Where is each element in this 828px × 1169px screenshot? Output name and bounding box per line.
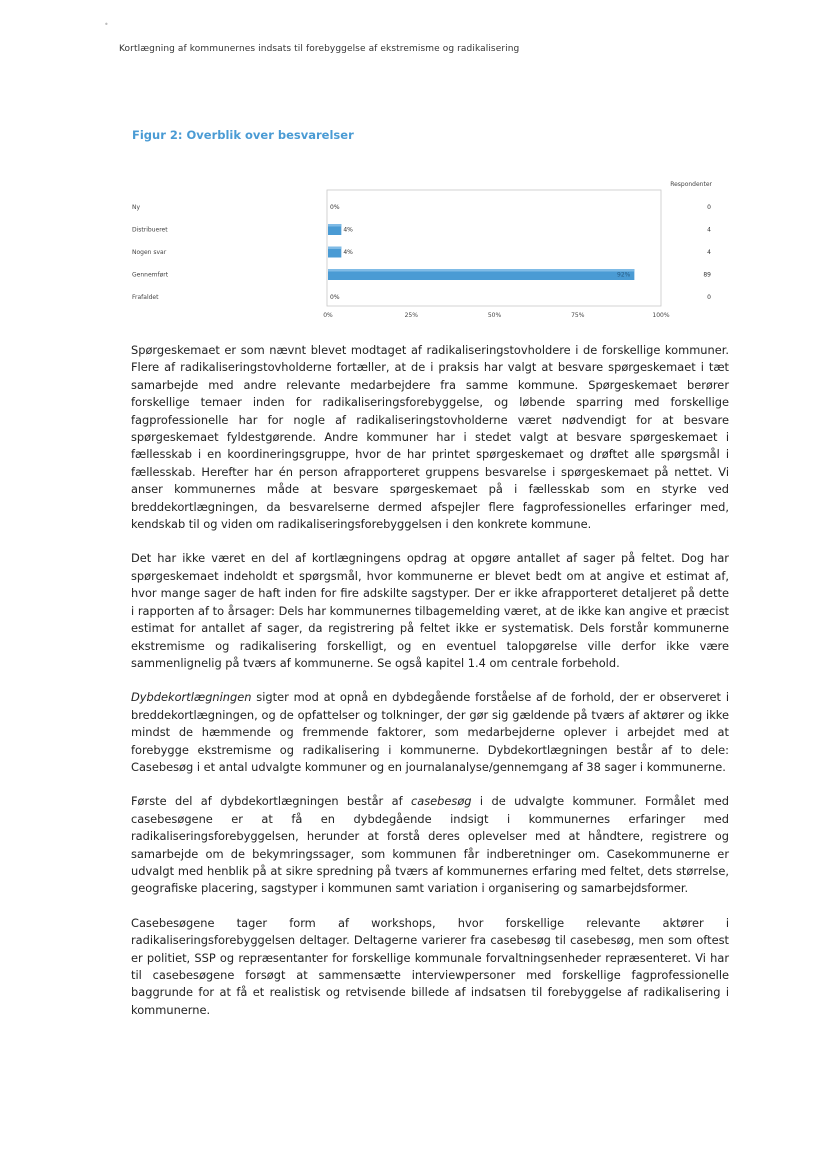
respondent-count: 0 — [707, 294, 711, 301]
respondent-count: 0 — [707, 204, 711, 211]
paragraph-emphasis: casebesøg — [410, 794, 472, 809]
data-label: 0% — [330, 204, 340, 211]
paragraph — [131, 342, 729, 533]
category-label: Ny — [132, 204, 141, 211]
x-tick-label: 25% — [404, 312, 418, 319]
data-label: 0% — [330, 294, 340, 301]
x-tick-label: 75% — [571, 312, 585, 319]
respondents-header: Respondenter — [670, 181, 712, 188]
x-tick-label: 0% — [323, 312, 333, 319]
respondent-count: 89 — [703, 271, 711, 279]
paragraph — [131, 689, 729, 776]
paragraph-text: sigter mod at opnå en dybdegående forståelse af de forhold, der er observeret i breddekortlægningen, og de opfattelser og tolkninger, der gør sig gældende på tværs af aktører og ikke mindst de hæmmende og fremmende faktorer, som medarbejderne oplever i arbejdet med at forebygge ekstremisme og radikalisering i kommunerne. Dybdekortlægningen består af to dele: Casebesøg i et antal udvalgte kommuner og en journalanalyse/gennemgang af 38 sager i kommunerne. — [131, 690, 729, 774]
paragraph — [131, 915, 729, 1019]
category-label: Distribueret — [132, 226, 168, 234]
paragraph-text: i de udvalgte kommuner. Formålet med casebesøgene er at få en dybdegående indsigt i kommunernes erfaringer med radikaliseringsforebyggelsen, herunder at forstå deres oplevelser med at håndtere, registrere og samarbejde om de bekymringssager, som kommunen får indberetninger om. Casekommunerne er udvalgt med henblik på at sikre spredning på tværs af kommunernes erfaring med feltet, dets størrelse, geografiske placering, sagstyper i kommunen samt variation i organisering og samarbejdsformer. — [131, 794, 729, 896]
respondent-count: 4 — [707, 249, 711, 256]
x-tick-label: 100% — [652, 312, 670, 319]
body-text — [131, 342, 729, 1036]
bar-highlight — [328, 247, 341, 250]
category-label: Nogen svar — [132, 249, 167, 256]
data-label: 4% — [343, 226, 353, 234]
paragraph-text: Casebesøgene tager form af workshops, hvor forskellige relevante aktører i radikaliseringsforebyggelsen deltager. Deltagerne varierer fra casebesøg til casebesøg, men som oftest er politiet, SSP og repræsentanter for forskellige kommunale forvaltningsenheder repræsenteret. Vi har til casebesøgene forsøgt at sammensætte interviewpersoner med forskellige fagprofessionelle baggrunde for at få et realistisk og retvisende billede af indsatsen til forebyggelse af radikalisering i kommunerne. — [131, 915, 729, 1017]
respondent-count: 4 — [707, 226, 711, 234]
paragraph — [131, 550, 729, 672]
data-label: 4% — [343, 249, 353, 256]
figure-title: Figur 2: Overblik over besvarelser — [132, 128, 354, 142]
x-tick-label: 50% — [487, 312, 502, 319]
paragraph-text: Spørgeskemaet er som nævnt blevet modtaget af radikaliseringstovholdere i de forskellige kommuner. Flere af radikaliseringstovholderne fortæller, at de i praksis har valgt at besvare spørgeskemaet i tæt samarbejde med andre relevante medarbejdere fra samme kommune. Spørgeskemaet berører forskellige temaer inden for radikaliseringsforebyggelse, og løbende sparring med forskellige fagprofessionelle har for nogle af radikaliseringstovholderne været nødvendigt for at besvare spørgeskemaet fyldestgørende. Andre kommuner har i stedet valgt at besvare spørgeskemaet i fællesskab i en koordineringsgruppe, hvor de har printet spørgeskemaet og drøftet alle spørgsmål i fællesskab. Herefter har én person afrapporteret gruppens besvarelse i spørgeskemaet på nettet. Vi anser kommunernes måde at besvare spørgeskemaet på i fællesskab som en styrke ved breddekortlægningen, da besvarelserne dermed afspejler flere fagprofessionelles erfaringer med, kendskab til og viden om radikaliseringsforebyggelsen i den konkrete kommune. — [131, 343, 729, 532]
response-overview-chart — [0, 0, 828, 330]
scan-speck: • — [104, 20, 109, 29]
category-label: Frafaldet — [132, 294, 159, 301]
running-header: Kortlægning af kommunernes indsats til forebyggelse af ekstremisme og radikalisering — [119, 44, 520, 54]
bar-highlight — [328, 269, 634, 272]
bar-highlight — [328, 224, 341, 227]
paragraph — [131, 793, 729, 897]
chart-plot-frame — [327, 190, 661, 306]
paragraph-text: Det har ikke været en del af kortlægningens opdrag at opgøre antallet af sager på feltet. Dog har spørgeskemaet indeholdt et spørgsmål, hvor kommunerne er blevet bedt om at angive et estimat af, hvor mange sager de haft inden for fire adskilte sagstyper. Der er ikke afrapporteret detaljeret på dette i rapporten af to årsager: Dels har kommunernes tilbagemelding været, at de ikke kan angive et præcist estimat for antallet af sager, da registrering på feltet ikke er systematisk. Dels forstår kommunerne ekstremisme og radikalisering forskelligt, og en eventuel talopgørelse ville derfor ikke være sammenlignelig på tværs af kommunerne. Se også kapitel 1.4 om centrale forbehold. — [131, 551, 729, 670]
data-label: 92% — [617, 271, 631, 279]
paragraph-prefix: Første del af dybdekortlægningen består af — [131, 794, 411, 809]
paragraph-emphasis: Dybdekortlægningen — [131, 690, 252, 705]
category-label: Gennemført — [132, 271, 169, 279]
